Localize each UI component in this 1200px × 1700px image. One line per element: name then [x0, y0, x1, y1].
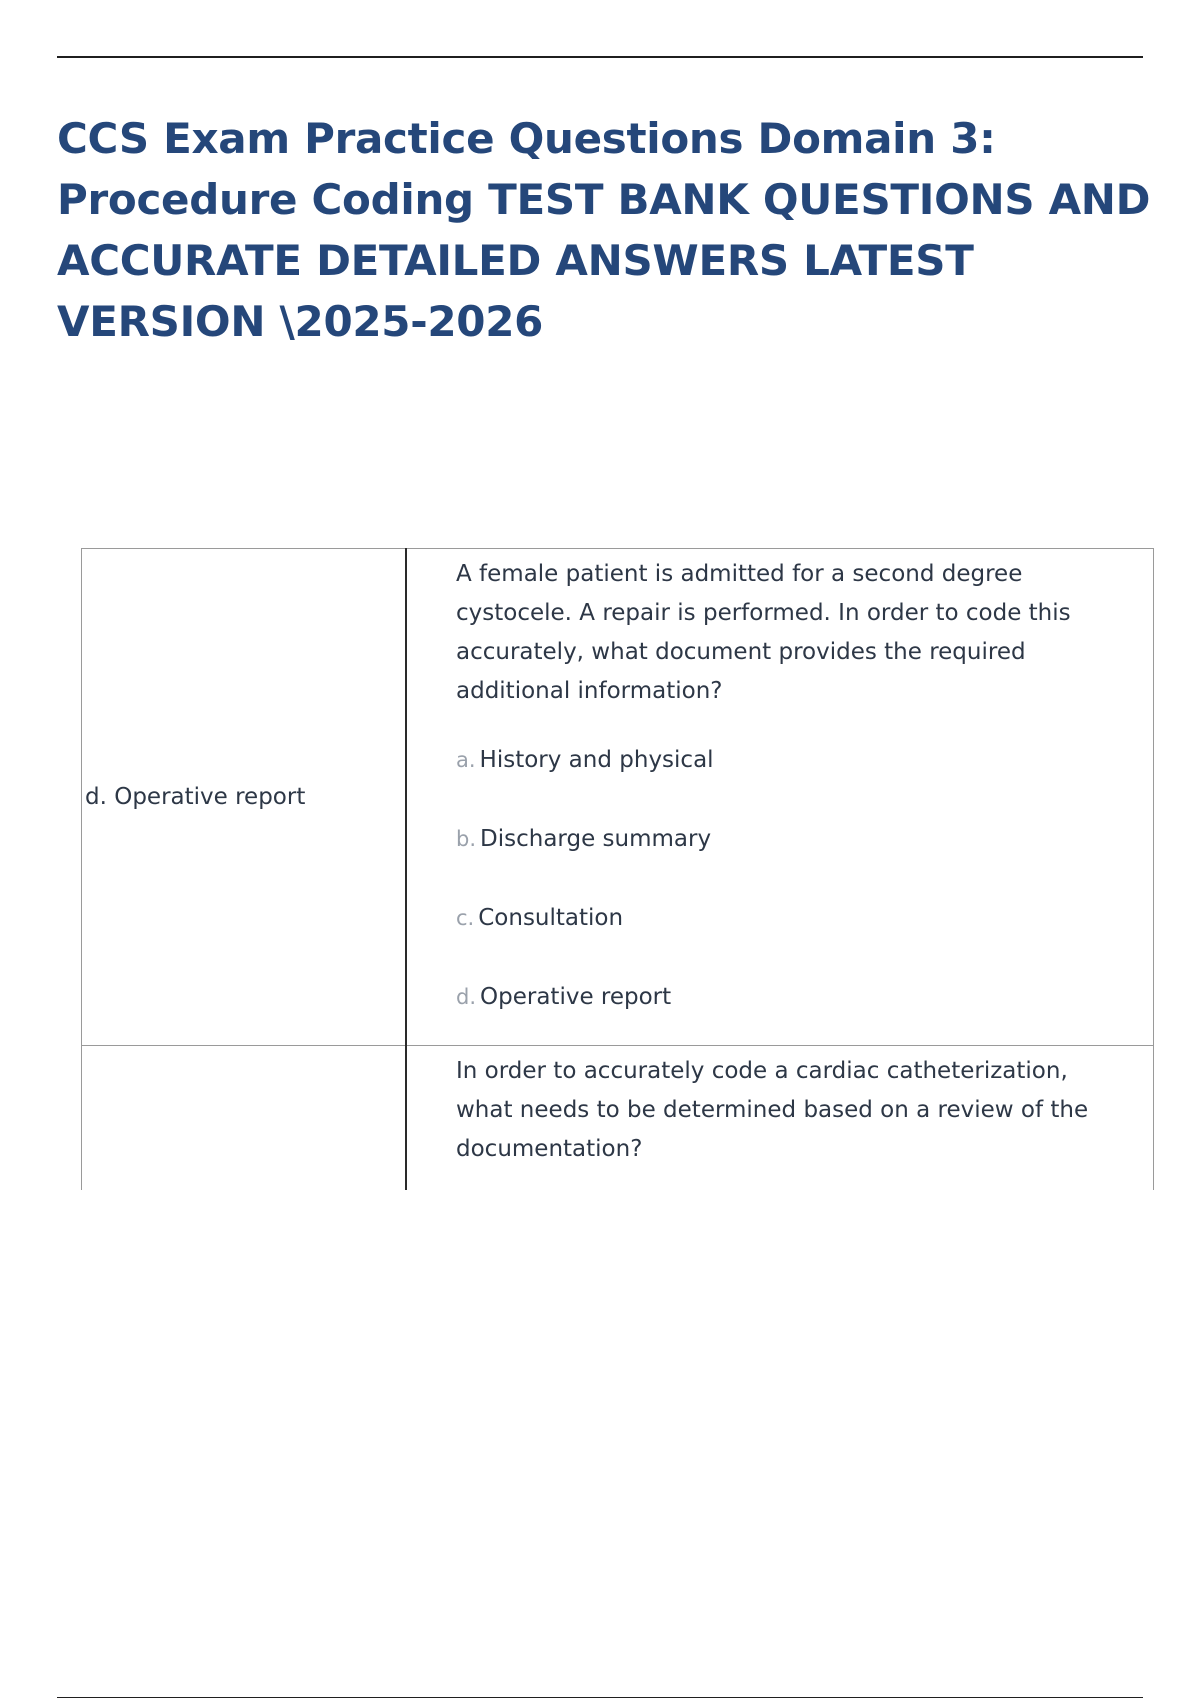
table-row: [82, 549, 1154, 1046]
question-cell: [406, 549, 1154, 1046]
option-b: [456, 820, 1093, 859]
answer-cell: d. Operative report: [82, 549, 407, 1046]
option-letter: a.: [456, 748, 476, 772]
option-text: Operative report: [480, 984, 672, 1010]
option-text: History and physical: [479, 747, 714, 773]
answer-cell: [82, 1046, 407, 1191]
top-rule: [57, 56, 1143, 58]
qa-table: [81, 548, 1154, 1190]
question-text: A female patient is admitted for a second degree cystocele. A repair is performed. In order to code this accurately, what document provides the required additional information?: [456, 561, 1071, 704]
question-cell: [406, 1046, 1154, 1191]
option-d: [456, 978, 1093, 1017]
option-letter: b.: [456, 827, 477, 851]
option-letter: d.: [456, 985, 477, 1009]
table-row: [82, 1046, 1154, 1191]
option-c: [456, 899, 1093, 938]
document-title: CCS Exam Practice Questions Domain 3: Procedure Coding TEST BANK QUESTIONS AND ACCURATE DETAILED ANSWERS LATEST VERSION \2025-2026: [57, 114, 1151, 346]
option-text: Consultation: [478, 905, 624, 931]
bottom-rule: [57, 1697, 1143, 1698]
option-letter: c.: [456, 906, 475, 930]
answer-options: [456, 741, 1093, 1017]
option-a: [456, 741, 1093, 780]
option-text: Discharge summary: [480, 826, 712, 852]
question-text: In order to accurately code a cardiac catheterization, what needs to be determined based on a review of the documentation?: [456, 1058, 1089, 1162]
